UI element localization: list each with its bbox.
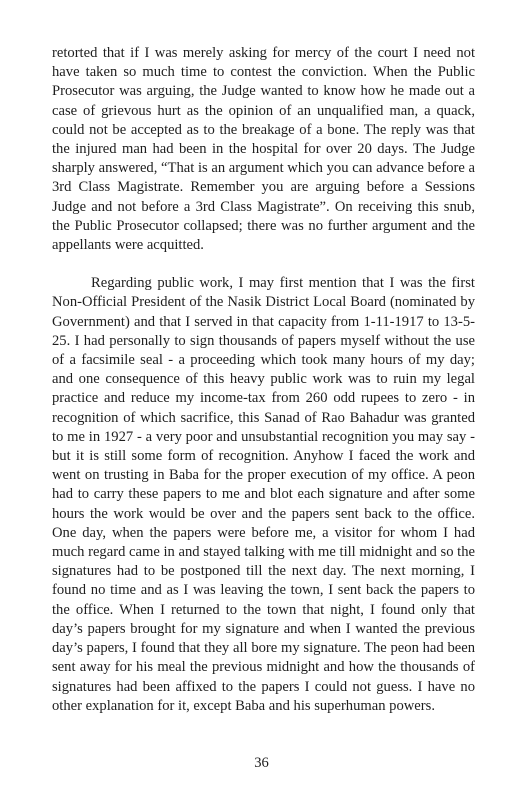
paragraph-court-acquittal: retorted that if I was merely asking for mercy of the court I need not have taken so much time to contest the conviction. When the Public Prosecutor was arguing, the Judge wanted to know how he made out a case of grievous hurt as the opinion of an unqualified man, a quack, could not be accepted as to the breakage of a bone. The reply was that the injured man had been in the hospital for over 20 days. The Judge sharply answered, “That is an argument which you can advance before a 3rd Class Magistrate. Remember you are arguing before a Sessions Judge and not before a 3rd Class Magistrate”. On receiving this snub, the Public Prosecutor collapsed; there was no further argument and the appellants were acquitted. xyxy=(52,45,475,254)
body-text xyxy=(52,44,475,716)
page-number: 36 xyxy=(254,755,269,771)
paragraph-public-work: Regarding public work, I may first mention that I was the first Non-Official President of the Nasik District Local Board (nominated by Government) and that I served in that capacity from 1-11-1917 to 13-5-25. I had personally to sign thousands of papers myself without the use of a facsimile seal - a proceeding which took many hours of my day; and one consequence of this heavy public work was to ruin my legal practice and reduce my income-tax from 260 odd rupees to zero - in recognition of which sacrifice, this Sanad of Rao Bahadur was granted to me in 1927 - a very poor and unsubstantial recognition you may say - but it is still some form of recognition. Anyhow I faced the work and went on trusting in Baba for the proper execution of my office. A peon had to carry these papers to me and blot each signature and after some hours the work would be over and the papers sent back to the office. One day, when the papers were before me, a visitor for whom I had much regard came in and stayed talking with me till midnight and so the signatures had to be postponed till the next day. The next morning, I found no time and as I was leaving the town, I sent back the papers to the office. When I returned to the town that night, I found only that day’s papers brought for my signature and when I wanted the previous day’s papers, I found that they all bore my signature. The peon had been sent away for his meal the previous midnight and how the thousands of signatures had been affixed to the papers I could not guess. I have no other explanation for it, except Baba and his superhuman powers. xyxy=(52,275,475,714)
